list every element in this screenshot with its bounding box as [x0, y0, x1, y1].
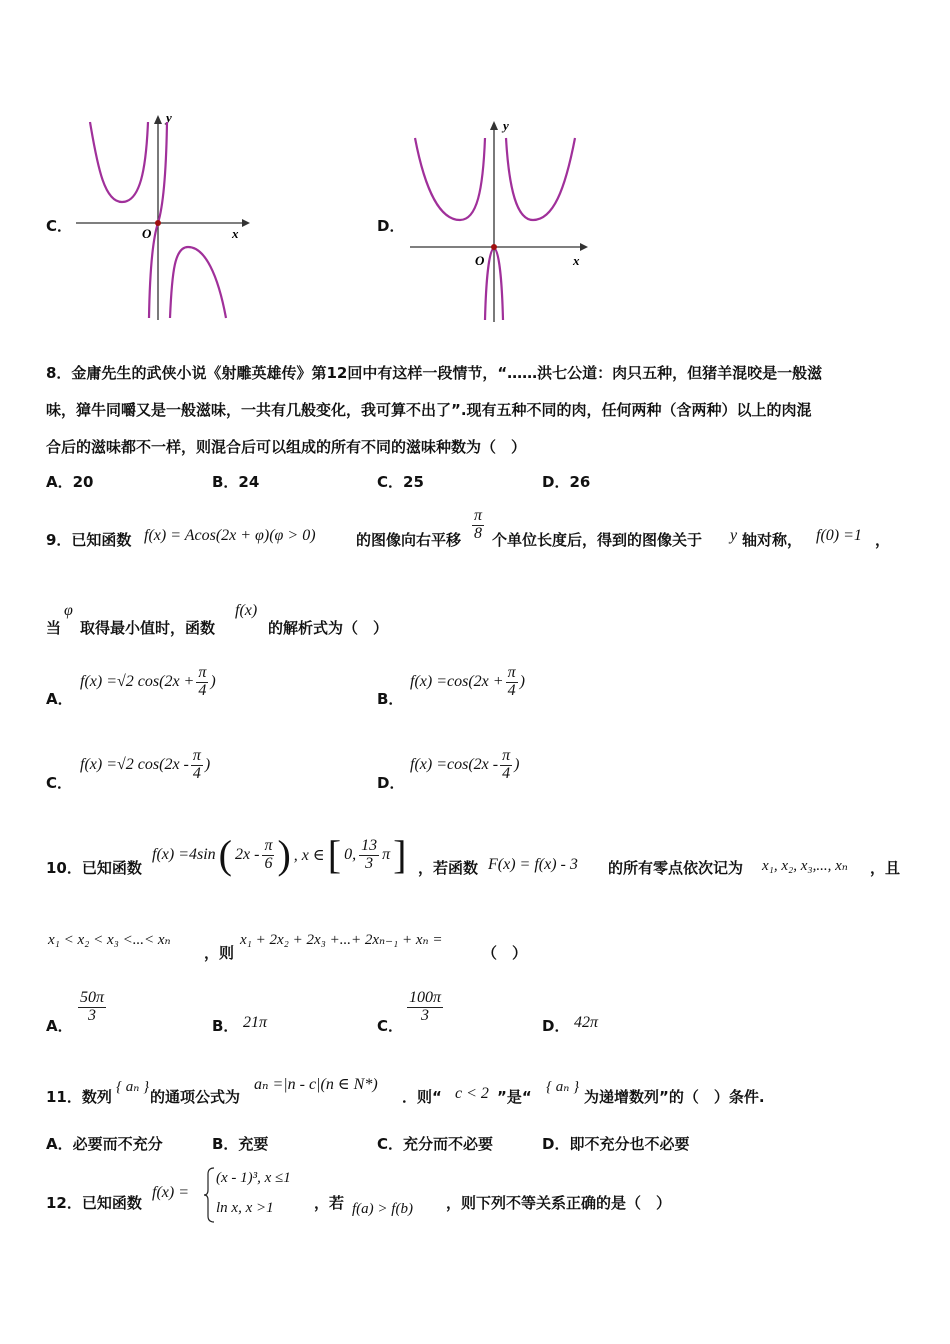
q10-option-b-label[interactable]: B． — [212, 1017, 239, 1035]
graph-c-x-label: x — [232, 226, 239, 241]
q8-option-d[interactable]: D．26 — [542, 473, 591, 491]
q8-line1: 8．金庸先生的武侠小说《射雕英雄传》第12回中有这样一段情节，“……洪七公道：肉只五种，但猪羊混咬是一般滋 — [46, 364, 823, 382]
q12-tail: ，则下列不等关系正确的是（ ） — [446, 1194, 672, 1212]
q11-tail: 为递增数列”的（ ）条件. — [584, 1088, 765, 1106]
q10-sum: x₁ + 2x₂ + 2x₃ +...+ 2xₙ₋₁ + xₙ = — [240, 932, 443, 948]
q11-mid: 的通项公式为 — [150, 1088, 241, 1106]
q10-option-d-label[interactable]: D． — [542, 1017, 570, 1035]
q9-line2-b: 取得最小值时，函数 — [80, 619, 216, 637]
q12-cond: f(a) > f(b) — [352, 1201, 413, 1217]
graph-c — [70, 110, 270, 325]
q9-shift-num: π — [474, 507, 483, 524]
q10-paren: （ ） — [482, 944, 528, 962]
graph-d-origin: O — [475, 253, 485, 268]
q10-tail: ，且 — [870, 859, 901, 877]
q12-prefix: 12．已知函数 — [46, 1194, 142, 1212]
q9-mid2: 个单位长度后，得到的图像关于 — [492, 531, 703, 549]
q9-option-b-expr: f(x) =cos(2x + $\frac{\pi}{4}$ ) — [410, 664, 525, 699]
q10-option-c-value: $\frac{100\pi}{3}$ — [409, 989, 442, 1024]
q9-option-d-expr: f(x) =cos(2x - $\frac{\pi}{4}$ ) — [410, 747, 520, 782]
q9-fx: f(x) — [235, 602, 258, 619]
graph-d-origin-dot — [491, 244, 497, 250]
graph-d-y-label: y — [503, 118, 509, 133]
q9-function: f(x) = Acos(2x + φ)(φ > 0) — [144, 527, 316, 544]
q9-option-d-label[interactable]: D． — [377, 774, 405, 792]
graph-c-y-label: y — [166, 110, 172, 125]
q9-mid1: 的图像向右平移 — [356, 531, 462, 549]
q9-mid3: 轴对称， — [742, 531, 803, 549]
q11-mid2: ．则“ — [402, 1088, 442, 1106]
q11-mid3: ”是“ — [497, 1088, 532, 1106]
q10-zeros: x₁, x₂, x₃,..., xₙ — [762, 858, 848, 874]
graph-c-curve-left — [90, 122, 148, 202]
q11-cond: c < 2 — [455, 1085, 489, 1102]
q10-option-c-label[interactable]: C． — [377, 1017, 404, 1035]
q9-option-c-label[interactable]: C． — [46, 774, 73, 792]
graph-d-curve-left — [415, 138, 485, 220]
q10-function: f(x) =4sin ( 2x - $\frac{\pi}{6}$ ) , x ∈ [ 0, $\frac{13}{3}$ π ] — [152, 832, 407, 877]
q9-line2-a: 当 — [46, 619, 62, 637]
q8-line2: 味，獐牛同嚼又是一般滋味，一共有几般变化，我可算不出了”.现有五种不同的肉，任何两种（含两种）以上的肉混 — [46, 401, 812, 419]
q12-brace — [202, 1166, 216, 1224]
q12-case2: ln x, x >1 — [216, 1200, 274, 1216]
graph-c-curve-right — [170, 247, 226, 318]
q12-func: f(x) = — [152, 1184, 189, 1201]
graph-d-x-label: x — [573, 253, 580, 268]
q11-prefix: 11．数列 — [46, 1088, 112, 1106]
q9-prefix: 9．已知函数 — [46, 531, 132, 549]
q9-condition: f(0) =1 — [816, 527, 862, 544]
q11-seq: { aₙ } — [116, 1079, 150, 1095]
q12-case1: (x - 1)³, x ≤1 — [216, 1170, 291, 1186]
q10-F: F(x) = f(x) - 3 — [488, 856, 578, 873]
q9-option-c-expr: f(x) =√2 cos(2x - $\frac{\pi}{4}$ ) — [80, 747, 211, 782]
graph-d-x-arrow — [580, 243, 588, 251]
q8-option-b[interactable]: B．24 — [212, 473, 260, 491]
q9-shift-den: 8 — [474, 524, 482, 542]
q8-option-a[interactable]: A．20 — [46, 473, 94, 491]
q11-formula: aₙ =|n - c|(n ∈ N*) — [254, 1076, 378, 1093]
graph-d — [405, 110, 600, 325]
q9-comma: ， — [875, 531, 891, 549]
graph-c-origin: O — [142, 226, 152, 241]
q9-option-b-label[interactable]: B． — [377, 690, 404, 708]
q10-mid2: 的所有零点依次记为 — [608, 859, 744, 877]
q10-prefix: 10．已知函数 — [46, 859, 142, 877]
graph-c-y-arrow — [154, 115, 162, 124]
q8-option-c[interactable]: C．25 — [377, 473, 424, 491]
graph-d-curve-right — [506, 138, 575, 220]
q11-option-b[interactable]: B．充要 — [212, 1135, 269, 1153]
q11-option-a[interactable]: A．必要而不充分 — [46, 1135, 163, 1153]
q10-mid: ，若函数 — [418, 859, 479, 877]
q11-seq2: { aₙ } — [546, 1079, 580, 1095]
q9-line2-c: 的解析式为（ ） — [268, 619, 389, 637]
q10-option-a-value: $\frac{50\pi}{3}$ — [80, 989, 105, 1024]
q10-then: ，则 — [204, 944, 235, 962]
q11-option-c[interactable]: C．充分而不必要 — [377, 1135, 494, 1153]
graph-d-y-arrow — [490, 121, 498, 130]
graph-c-origin-dot — [155, 220, 161, 226]
q12-mid: ，若 — [314, 1194, 345, 1212]
option-c-label: C． — [46, 217, 73, 235]
q10-option-b-value: 21π — [243, 1014, 268, 1031]
q9-option-a-label[interactable]: A． — [46, 690, 73, 708]
q9-option-a-expr: f(x) =√2 cos(2x + $\frac{\pi}{4}$ ) — [80, 664, 216, 699]
q10-order: x₁ < x₂ < x₃ <...< xₙ — [48, 932, 171, 948]
q8-line3: 合后的滋味都不一样，则混合后可以组成的所有不同的滋味种数为（ ） — [46, 438, 527, 456]
q9-y: y — [730, 527, 738, 544]
graph-c-x-arrow — [242, 219, 250, 227]
q11-option-d[interactable]: D．即不充分也不必要 — [542, 1135, 690, 1153]
q10-option-d-value: 42π — [574, 1014, 599, 1031]
option-d-label: D． — [377, 217, 405, 235]
q10-option-a-label[interactable]: A． — [46, 1017, 73, 1035]
q9-phi: φ — [64, 602, 73, 619]
q9-shift-fraction — [472, 508, 484, 543]
